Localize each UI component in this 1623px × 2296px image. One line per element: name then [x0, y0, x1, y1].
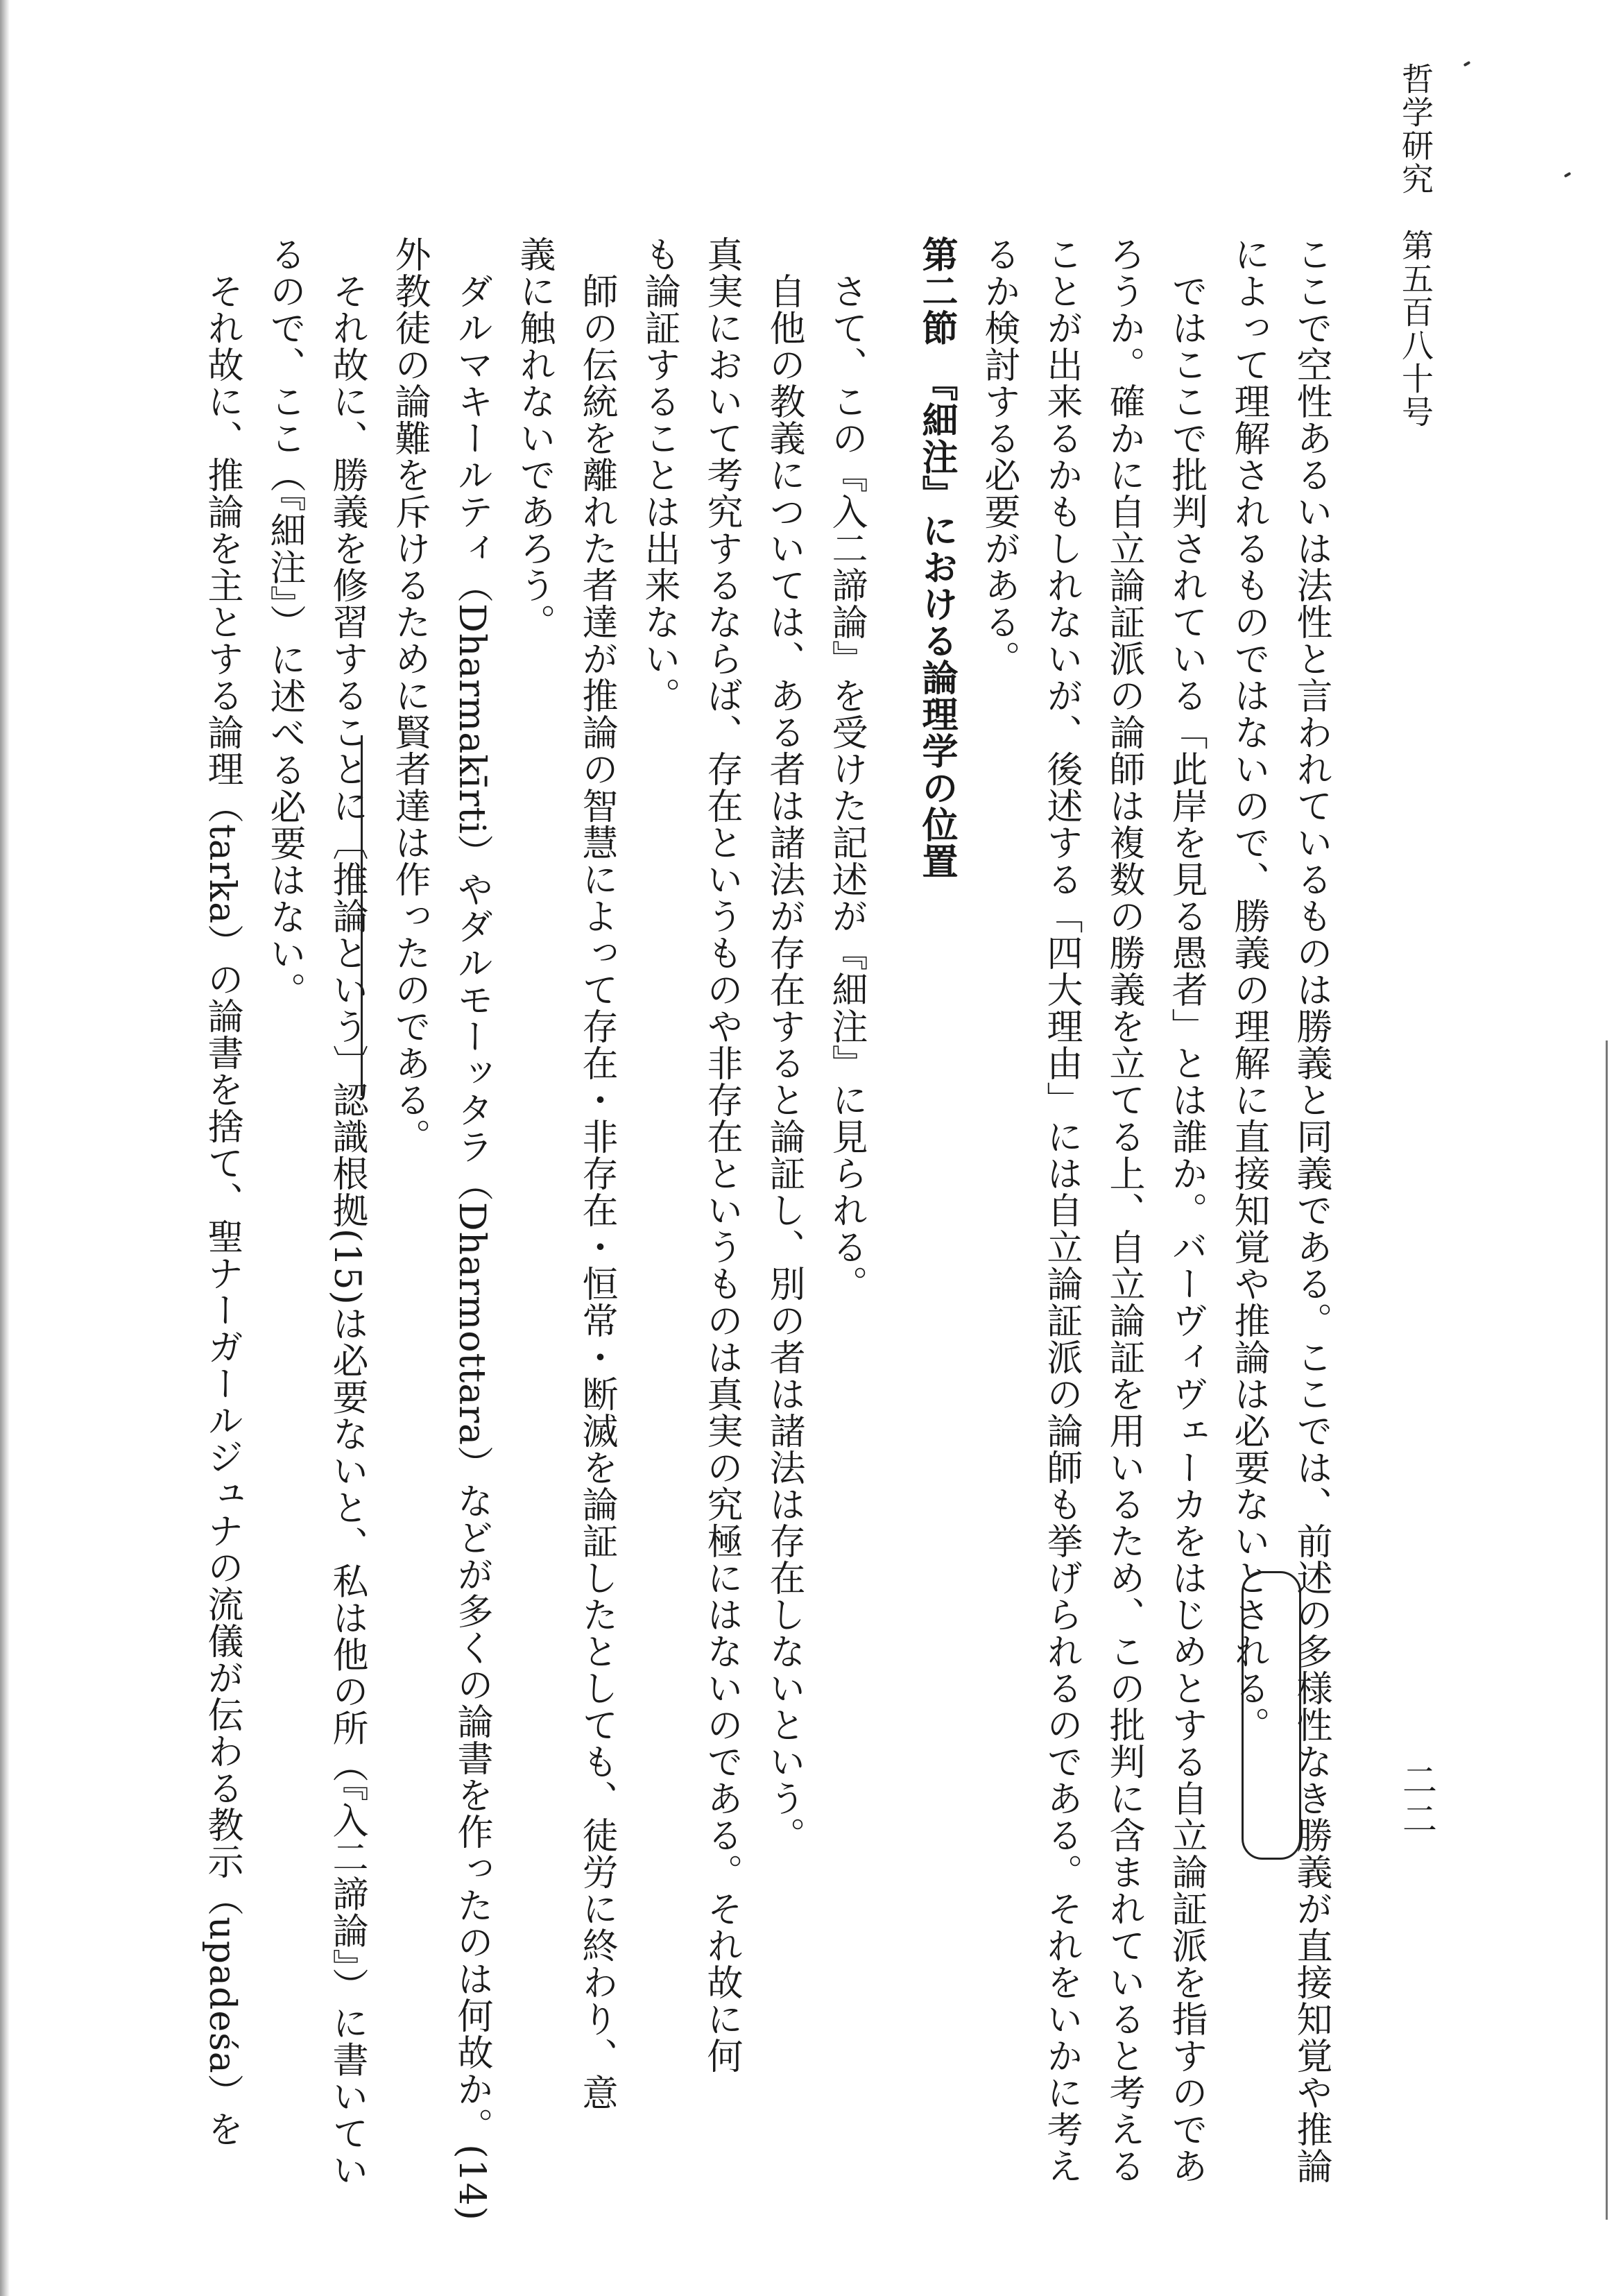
ink-underline-mark — [361, 735, 363, 1096]
paragraph-line: によって理解されるものではないので、勝義の理解に直接知覚や推論は必要ないとされる。 — [1228, 236, 1269, 1743]
section-line: さて、この『入二諦論』を受けた記述が『細注』に見られる。 — [825, 236, 867, 1302]
paragraph-line: ことが出来るかもしれないが、後述する「四大理由」には自立論証派の論師も挙げられるのである。それをいかに考え — [1040, 236, 1082, 2184]
section-line: ダルマキールティ（Dharmakīrti）やダルモーッタラ（Dharmottara）などが多くの論書を作ったのは何故か。(14) — [451, 236, 492, 2221]
section-line: 自他の教義については、ある者は諸法が存在すると論証し、別の者は諸法は存在しないという。 — [763, 236, 805, 1853]
section-line: 義に触れないであろう。 — [513, 236, 555, 640]
ink-dot-mark — [1564, 172, 1572, 178]
section-line: るので、ここ（『細注』）に述べる必要はない。 — [264, 236, 305, 1009]
paragraph-line: ここで空性あるいは法性と言われているものは勝義と同義である。ここでは、前述の多様性なき勝義が直接知覚や推論 — [1290, 236, 1332, 2184]
paragraph-line: ではここで批判されている「此岸を見る愚者」とは誰か。バーヴィヴェーカをはじめとする自立論証派を指すのであ — [1165, 236, 1207, 2184]
body-text — [38, 236, 1342, 2234]
paragraph-line: ろうか。確かに自立論証派の論師は複数の勝義を立てる上、自立論証を用いるため、この批判に含まれていると考える — [1103, 236, 1144, 2184]
section-line: 真実において考究するならば、存在というものや非存在というものは真実の究極にはないのである。それ故に何 — [701, 236, 742, 2074]
ink-dot-mark — [1463, 61, 1471, 67]
section-line: 師の伝統を離れた者達が推論の智慧によって存在・非存在・恒常・断滅を論証したとしても、徒労に終わり、意 — [576, 236, 617, 2111]
running-header: 哲学研究 第五百八十号 — [1397, 62, 1434, 429]
section-line: 外教徒の論難を斥けるために賢者達は作ったのである。 — [388, 236, 430, 1155]
scan-edge-right — [1606, 1040, 1608, 2220]
section-heading: 第二節 『細注』における論理学の位置 — [916, 236, 958, 880]
section-line: それ故に、推論を主とする論理（tarka）の論書を捨て、聖ナーガールジュナの流儀が伝わる教示（upadeśa）を — [201, 236, 243, 2148]
scan-edge-left — [0, 0, 10, 2296]
page-number: 二二 — [1397, 1762, 1437, 1840]
section-line: も論証することは出来ない。 — [638, 236, 680, 714]
paragraph-line: るか検討する必要がある。 — [978, 236, 1020, 677]
section-line: それ故に、勝義を修習することに〔推論という〕認識根拠(15)は必要ないと、私は他の所（『入二諦論』）に書いてい — [326, 236, 368, 2188]
ink-bracket-mark — [1242, 1571, 1301, 1860]
